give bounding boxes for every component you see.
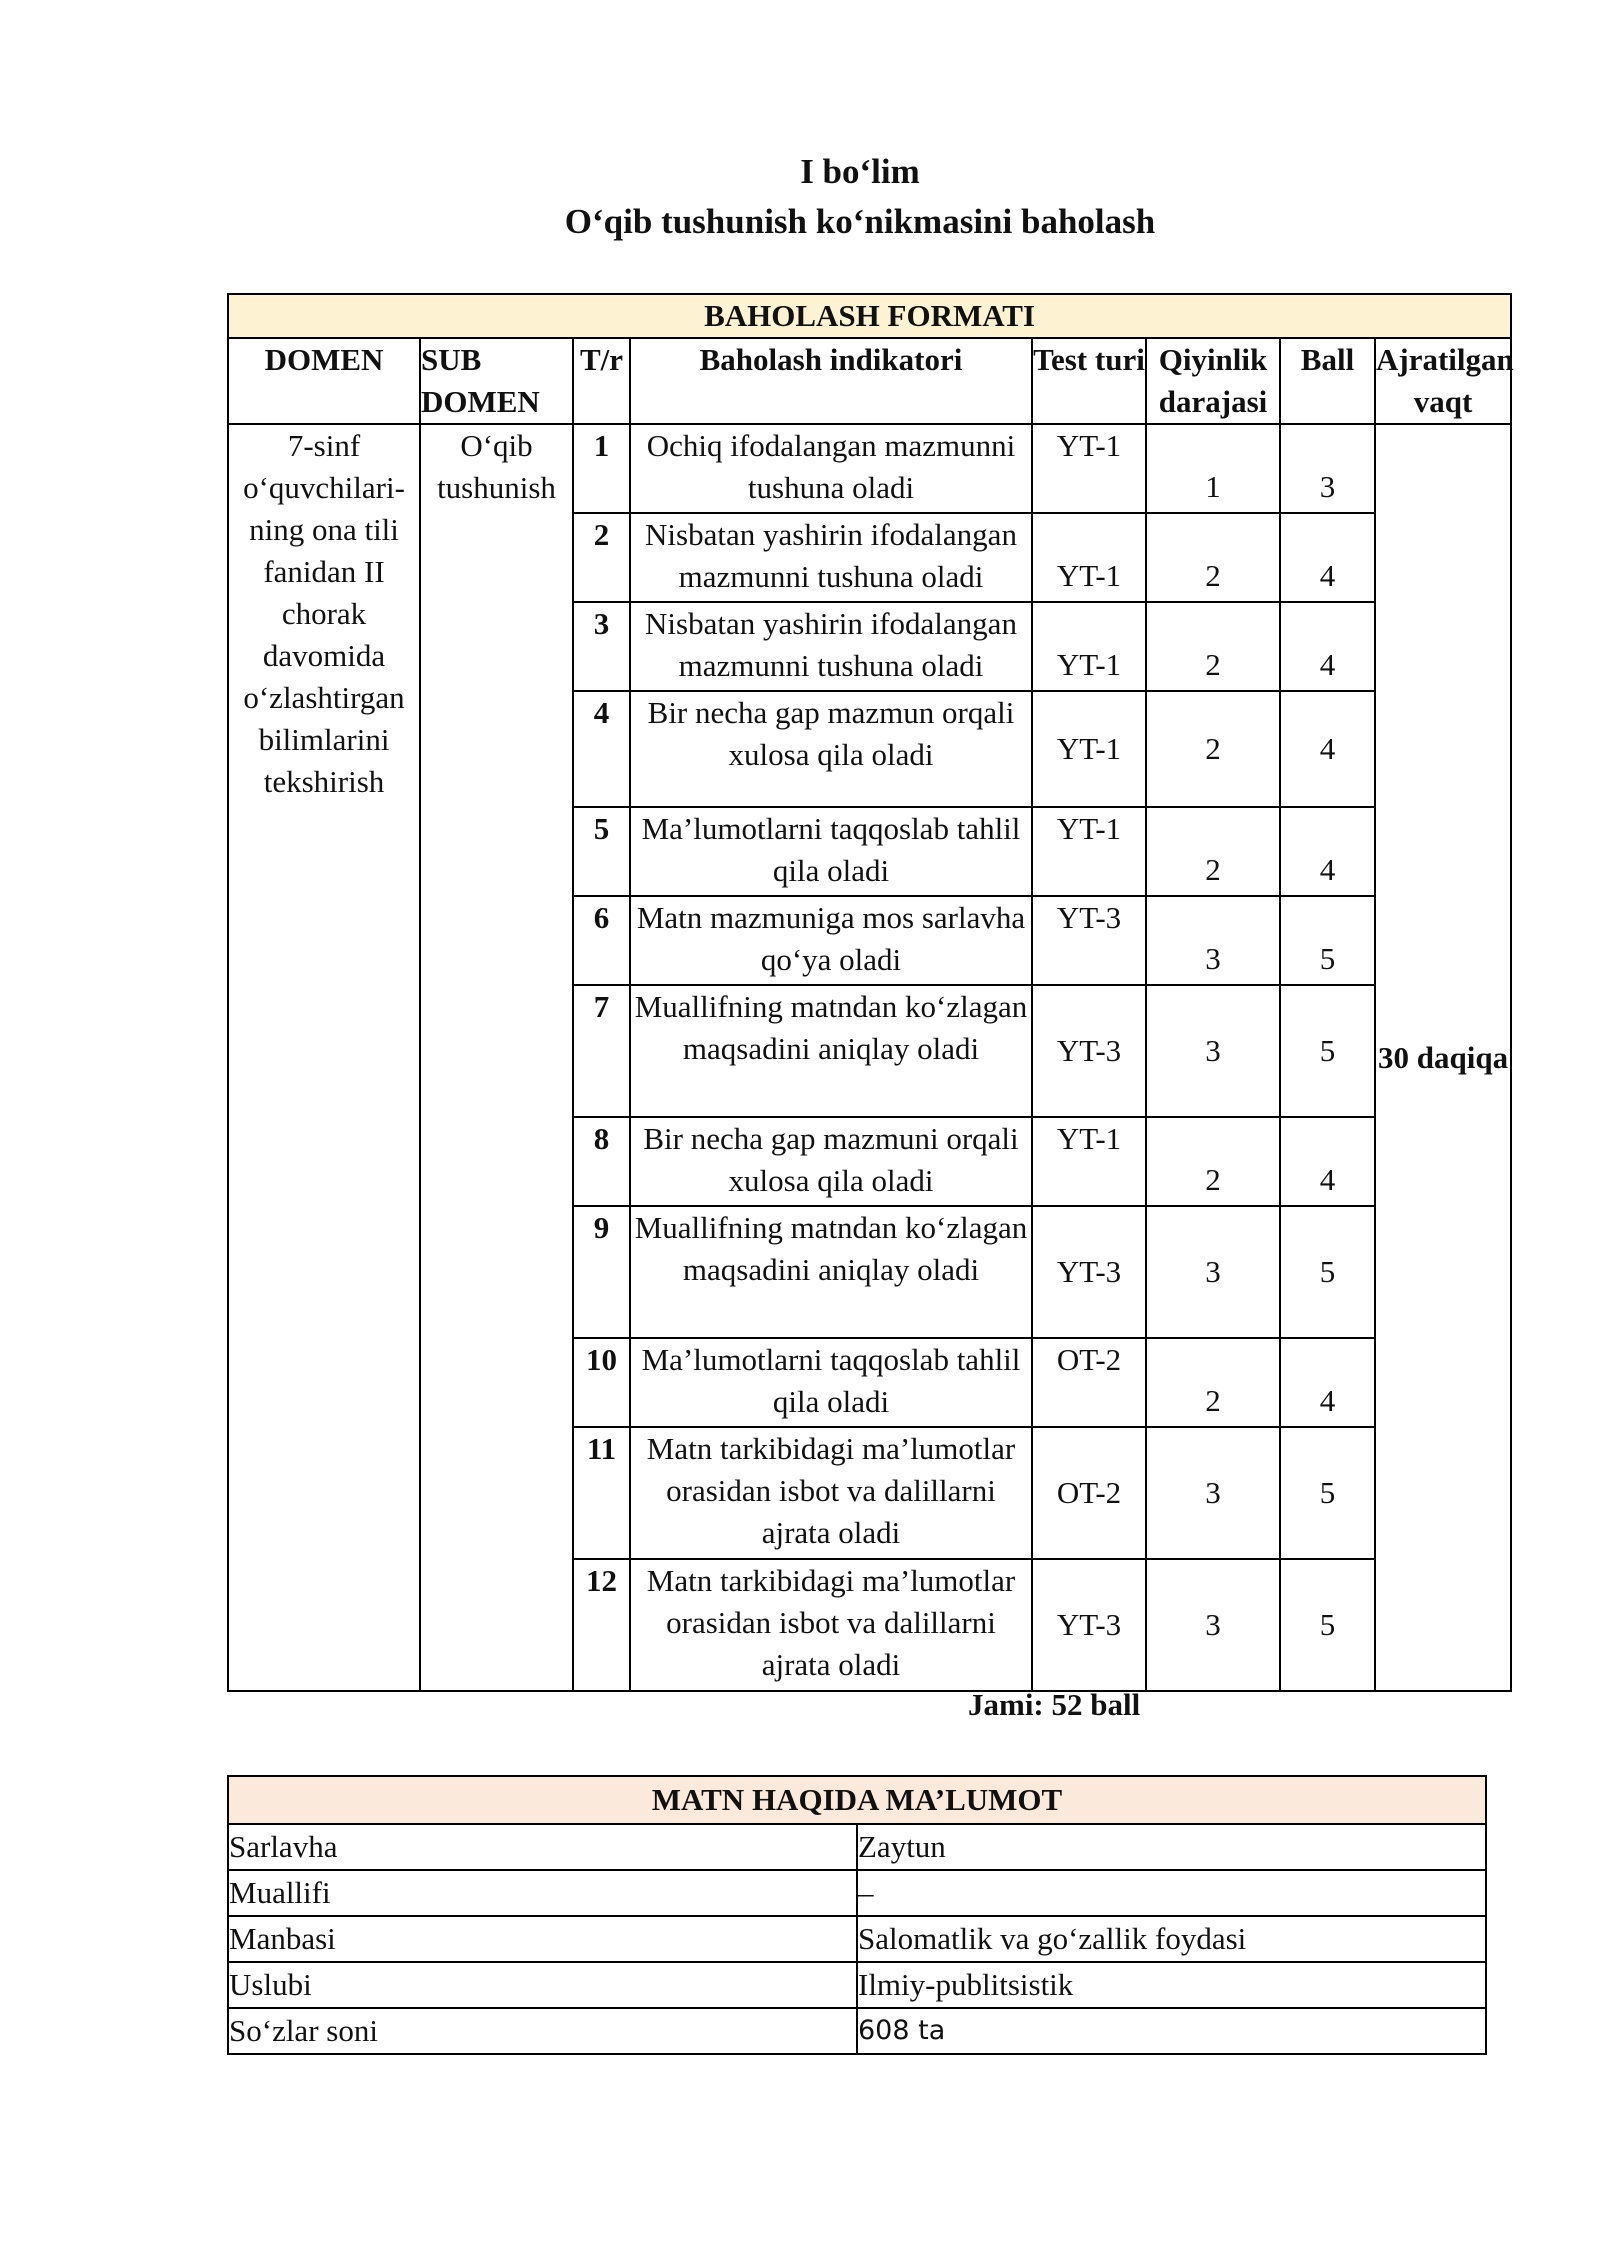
info-value: Zaytun: [857, 1824, 1486, 1870]
header-test-type: Test turi: [1032, 338, 1146, 424]
info-row: [228, 1916, 1486, 1962]
difficulty-cell: 1: [1146, 424, 1280, 513]
row-number: 2: [573, 513, 630, 602]
info-row: [228, 1824, 1486, 1870]
indicator-cell: Matn tarkibidagi ma’lumotlar orasidan isbot va dalillarni ajrata oladi: [630, 1427, 1032, 1559]
row-number: 1: [573, 424, 630, 513]
test-type-cell: YT-3: [1032, 1206, 1146, 1338]
score-cell: 5: [1280, 1206, 1375, 1338]
indicator-cell: Bir necha gap mazmuni orqali xulosa qila oladi: [630, 1117, 1032, 1206]
difficulty-cell: 3: [1146, 985, 1280, 1117]
row-number: 9: [573, 1206, 630, 1338]
total-score: Jami: 52 ball: [968, 1687, 1141, 1722]
difficulty-cell: 2: [1146, 513, 1280, 602]
info-label: Sarlavha: [228, 1824, 857, 1870]
test-type-cell: YT-1: [1032, 513, 1146, 602]
domain-cell: 7-sinf o‘quvchilari-ning ona tili fanidan II chorak davomida o‘zlashtirgan bilimlarini tekshirish: [228, 424, 420, 1691]
score-cell: 5: [1280, 1427, 1375, 1559]
format-table-caption: BAHOLASH FORMATI: [228, 294, 1511, 338]
difficulty-cell: 2: [1146, 1117, 1280, 1206]
row-number: 4: [573, 691, 630, 807]
difficulty-cell: 2: [1146, 602, 1280, 691]
test-type-cell: YT-3: [1032, 985, 1146, 1117]
indicator-cell: Ma’lumotlarni taqqoslab tahlil qila oladi: [630, 1338, 1032, 1427]
difficulty-cell: 2: [1146, 807, 1280, 896]
difficulty-cell: 2: [1146, 691, 1280, 807]
header-indicator: Baholash indikatori: [630, 338, 1032, 424]
row-number: 11: [573, 1427, 630, 1559]
difficulty-cell: 3: [1146, 1427, 1280, 1559]
info-row: [228, 1870, 1486, 1916]
score-cell: 4: [1280, 1338, 1375, 1427]
test-type-cell: YT-1: [1032, 807, 1146, 896]
info-row: [228, 1962, 1486, 2008]
difficulty-cell: 3: [1146, 896, 1280, 985]
header-time: Ajratilgan vaqt: [1375, 338, 1511, 424]
subdomain-cell: O‘qib tushunish: [420, 424, 573, 1691]
info-label: Uslubi: [228, 1962, 857, 2008]
row-number: 6: [573, 896, 630, 985]
indicator-cell: Muallifning matndan ko‘zlagan maqsadini aniqlay oladi: [630, 1206, 1032, 1338]
info-value: –: [857, 1870, 1486, 1916]
score-cell: 3: [1280, 424, 1375, 513]
score-cell: 4: [1280, 691, 1375, 807]
score-cell: 4: [1280, 513, 1375, 602]
indicator-cell: Muallifning matndan ko‘zlagan maqsadini aniqlay oladi: [630, 985, 1032, 1117]
section-heading: I bo‘lim: [800, 152, 920, 191]
test-type-cell: YT-1: [1032, 1117, 1146, 1206]
test-type-cell: YT-3: [1032, 1559, 1146, 1691]
info-value: Ilmiy-publitsistik: [857, 1962, 1486, 2008]
info-row: [228, 2008, 1486, 2054]
info-value: Salomatlik va go‘zallik foydasi: [857, 1916, 1486, 1962]
header-difficulty: Qiyinlik darajasi: [1146, 338, 1280, 424]
indicator-cell: Ochiq ifodalangan mazmunni tushuna oladi: [630, 424, 1032, 513]
table-row: [228, 424, 1511, 513]
indicator-cell: Matn tarkibidagi ma’lumotlar orasidan isbot va dalillarni ajrata oladi: [630, 1559, 1032, 1691]
score-cell: 5: [1280, 896, 1375, 985]
header-score: Ball: [1280, 338, 1375, 424]
test-type-cell: YT-1: [1032, 602, 1146, 691]
indicator-cell: Nisbatan yashirin ifodalangan mazmunni tushuna oladi: [630, 513, 1032, 602]
row-number: 7: [573, 985, 630, 1117]
header-number: T/r: [573, 338, 630, 424]
test-type-cell: OT-2: [1032, 1338, 1146, 1427]
info-label: So‘zlar soni: [228, 2008, 857, 2054]
test-type-cell: YT-3: [1032, 896, 1146, 985]
row-number: 10: [573, 1338, 630, 1427]
difficulty-cell: 3: [1146, 1559, 1280, 1691]
header-domain: DOMEN: [228, 338, 420, 424]
difficulty-cell: 2: [1146, 1338, 1280, 1427]
info-label: Manbasi: [228, 1916, 857, 1962]
indicator-cell: Ma’lumotlarni taqqoslab tahlil qila oladi: [630, 807, 1032, 896]
score-cell: 5: [1280, 1559, 1375, 1691]
time-cell: 30 daqiqa: [1375, 424, 1511, 1691]
indicator-cell: Bir necha gap mazmun orqali xulosa qila oladi: [630, 691, 1032, 807]
test-type-cell: YT-1: [1032, 424, 1146, 513]
test-type-cell: OT-2: [1032, 1427, 1146, 1559]
test-type-cell: YT-1: [1032, 691, 1146, 807]
score-cell: 4: [1280, 1117, 1375, 1206]
score-cell: 4: [1280, 807, 1375, 896]
row-number: 12: [573, 1559, 630, 1691]
row-number: 5: [573, 807, 630, 896]
difficulty-cell: 3: [1146, 1206, 1280, 1338]
text-info-table: [227, 1775, 1487, 2055]
info-label: Muallifi: [228, 1870, 857, 1916]
score-cell: 4: [1280, 602, 1375, 691]
row-number: 8: [573, 1117, 630, 1206]
row-number: 3: [573, 602, 630, 691]
indicator-cell: Matn mazmuniga mos sarlavha qo‘ya oladi: [630, 896, 1032, 985]
score-cell: 5: [1280, 985, 1375, 1117]
info-table-caption: MATN HAQIDA MA’LUMOT: [228, 1776, 1486, 1824]
assessment-format-table: [227, 293, 1512, 1692]
info-value: 608 ta: [857, 2008, 1486, 2054]
indicator-cell: Nisbatan yashirin ifodalangan mazmunni tushuna oladi: [630, 602, 1032, 691]
header-subdomain: SUB DOMEN: [420, 338, 573, 424]
page-title: O‘qib tushunish ko‘nikmasini baholash: [564, 202, 1156, 241]
